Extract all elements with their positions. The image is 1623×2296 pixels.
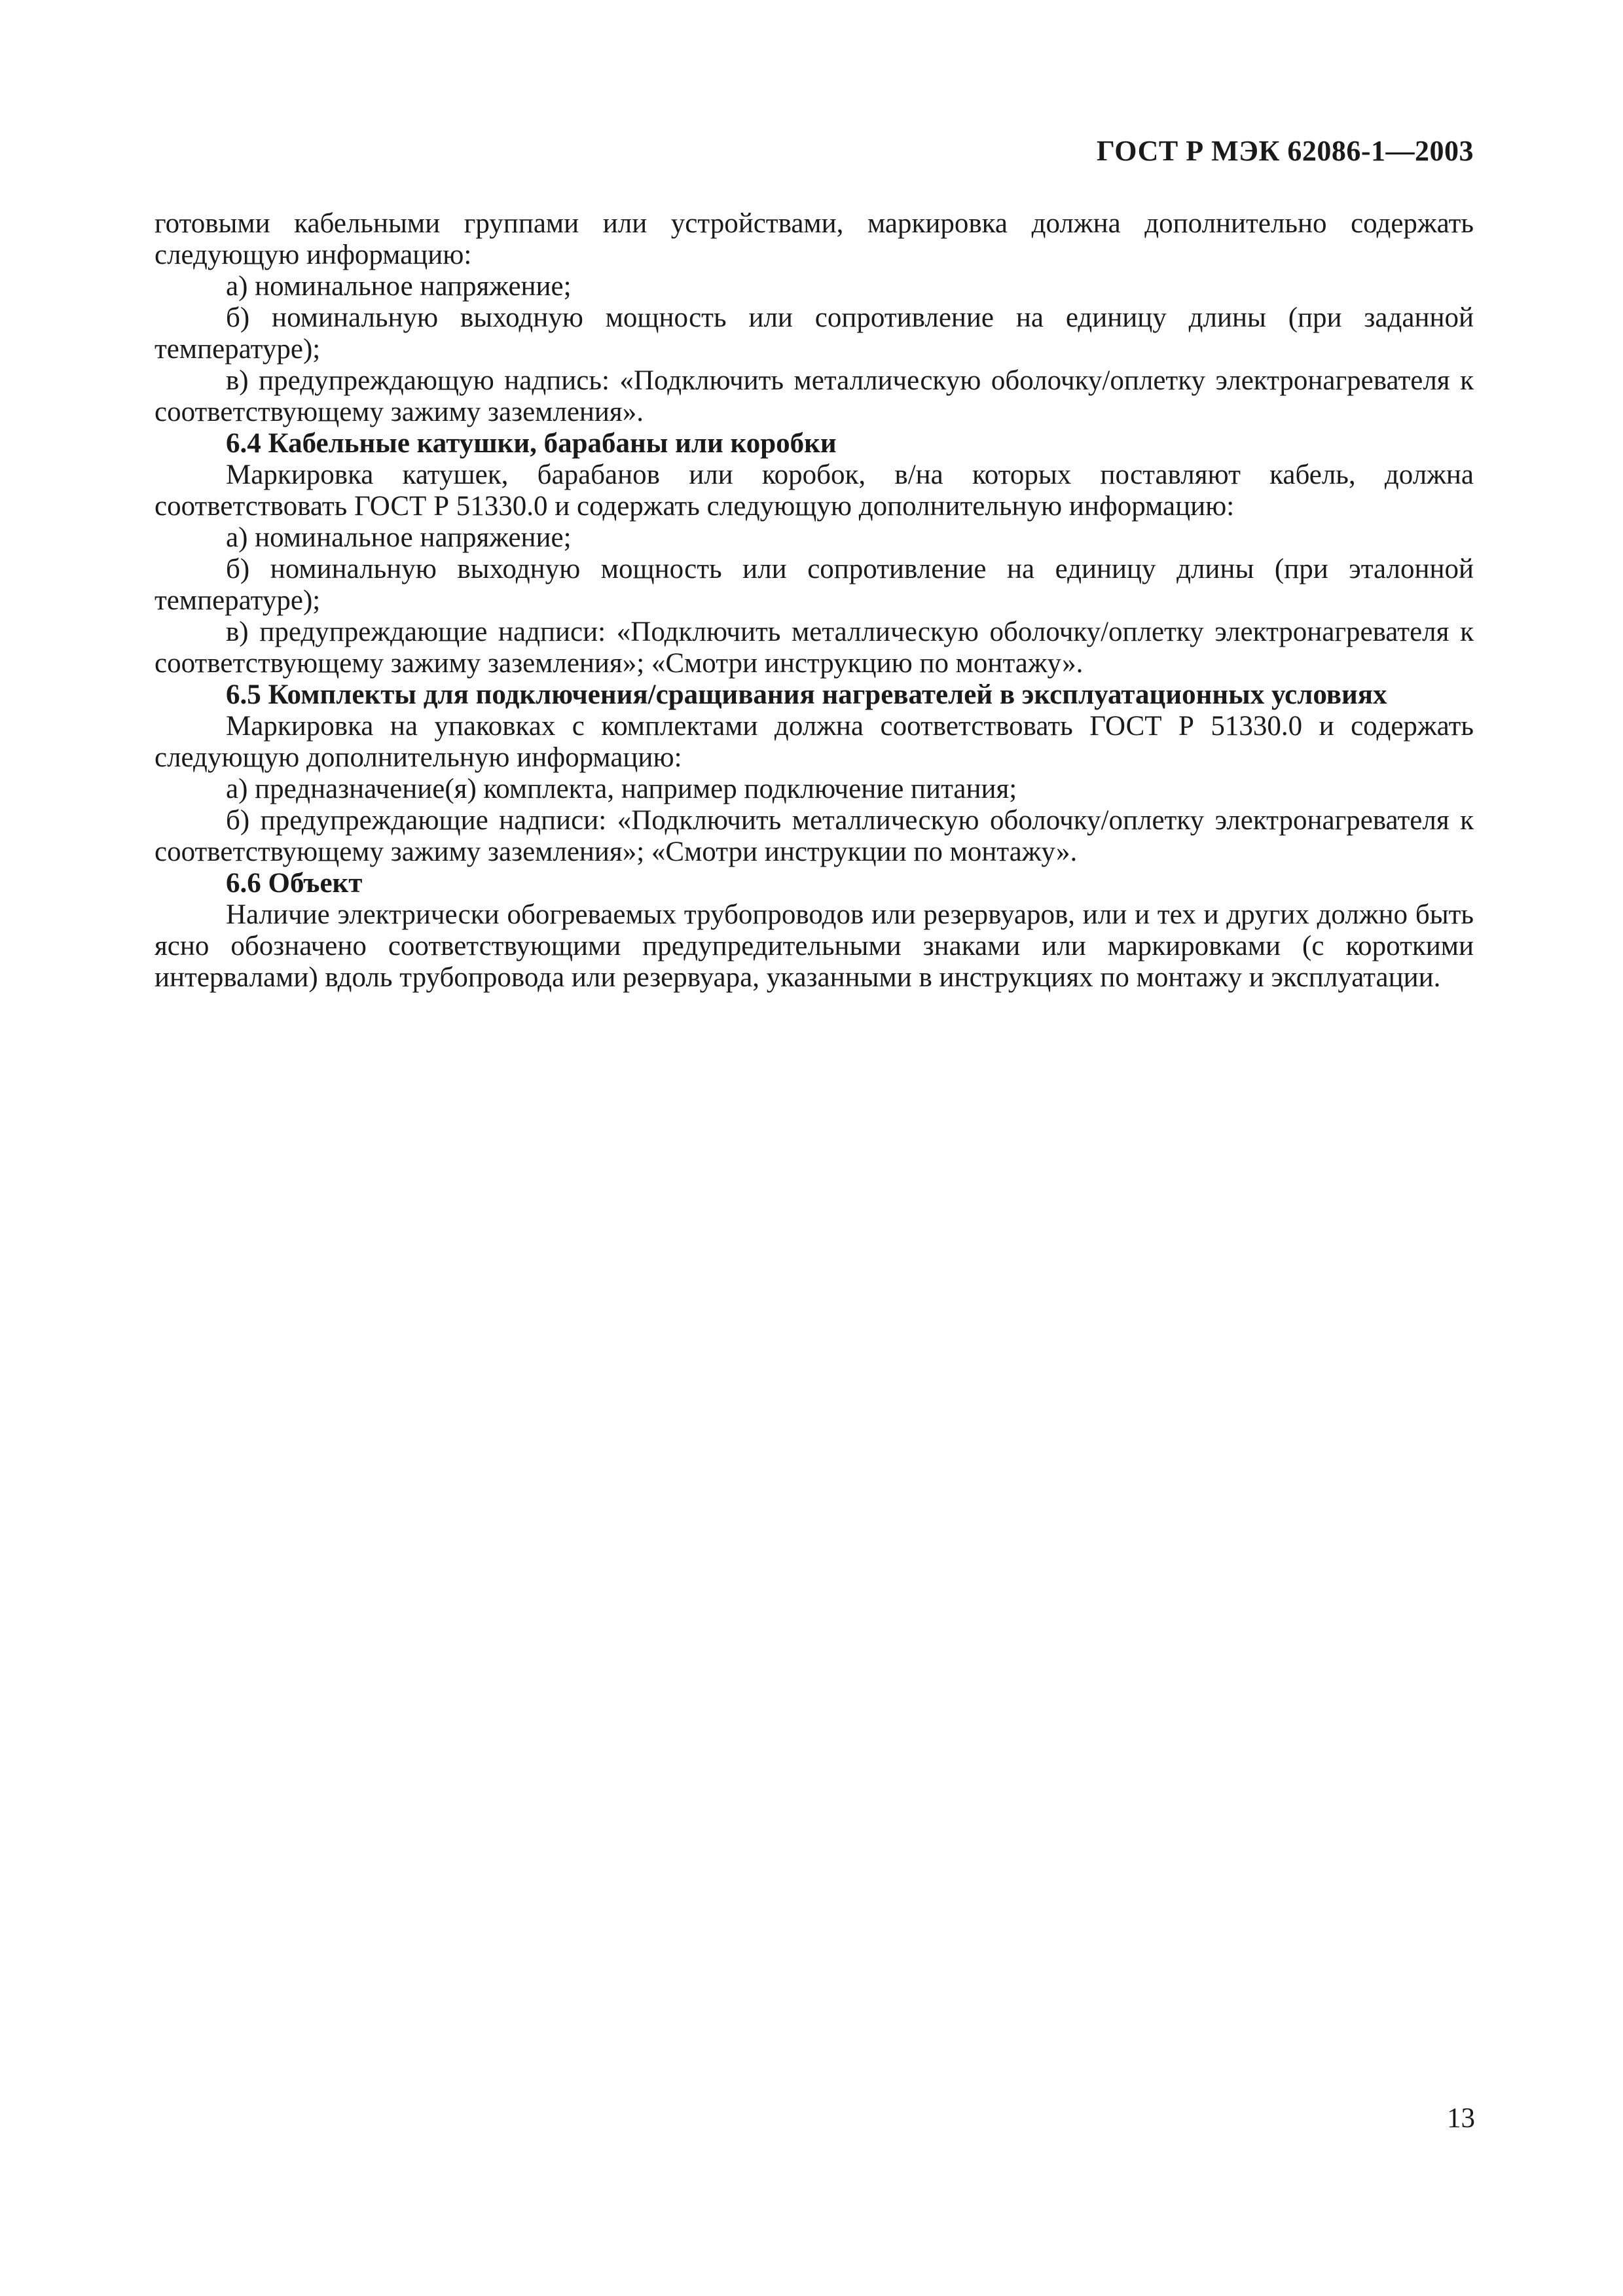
list-item-a: а) номинальное напряжение; [226,271,572,302]
list-item-c: в) предупреждающую надпись: «Подключить металлическую оболочку/оплетку электронагревателя к соответствующему зажиму заземления». [155,365,1474,427]
paragraph-continuation: готовыми кабельными группами или устройствами, маркировка должна дополнительно содержать следующую информацию: [155,208,1474,270]
document-header-title: ГОСТ Р МЭК 62086-1—2003 [1096,135,1474,167]
section-6-4-item-c: в) предупреждающие надписи: «Подключить металлическую оболочку/оплетку электронагревателя к соответствующему зажиму заземления»; «Смотри инструкцию по монтажу». [155,617,1474,679]
section-heading-6-6: 6.6 Объект [226,868,363,899]
section-heading-6-4: 6.4 Кабельные катушки, барабаны или коробки [226,428,837,459]
document-body [155,208,1474,994]
section-6-4-item-a: а) номинальное напряжение; [226,522,572,553]
page-number: 13 [1447,2103,1475,2134]
list-item-b: б) номинальную выходную мощность или сопротивление на единицу длины (при заданной температуре); [155,302,1474,365]
section-6-4-item-b: б) номинальную выходную мощность или сопротивление на единицу длины (при эталонной температуре); [155,554,1474,616]
section-heading-6-5: 6.5 Комплекты для подключения/сращивания нагревателей в эксплуатационных условиях [226,679,1387,710]
section-6-5-paragraph: Маркировка на упаковках с комплектами должна соответствовать ГОСТ Р 51330.0 и содержать следующую дополнительную информацию: [155,711,1474,773]
section-6-4-paragraph: Маркировка катушек, барабанов или коробок, в/на которых поставляют кабель, должна соответствовать ГОСТ Р 51330.0 и содержать следующую дополнительную информацию: [155,459,1474,522]
section-6-5-item-a: а) предназначение(я) комплекта, например подключение питания; [226,774,1017,804]
section-6-6-paragraph: Наличие электрически обогреваемых трубопроводов или резервуаров, или и тех и других должно быть ясно обозначено соответствующими предупредительными знаками или маркировками (с короткими интервалами) вдоль трубопровода или резервуара, указанными в инструкциях по монтажу и эксплуатации. [155,899,1474,993]
section-6-5-item-b: б) предупреждающие надписи: «Подключить металлическую оболочку/оплетку электронагревателя к соответствующему зажиму заземления»; «Смотри инструкции по монтажу». [155,805,1474,867]
